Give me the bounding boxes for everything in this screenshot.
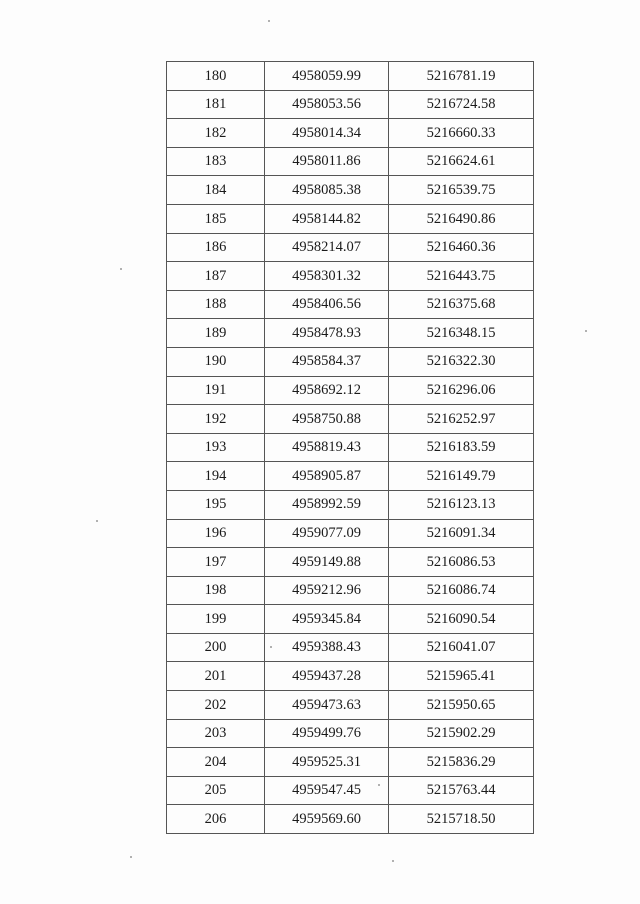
y-coordinate-cell: 5216781.19 bbox=[389, 62, 534, 91]
point-number-cell: 203 bbox=[167, 719, 265, 748]
x-coordinate-cell: 4958905.87 bbox=[265, 462, 389, 491]
x-coordinate-cell: 4958301.32 bbox=[265, 262, 389, 291]
point-number-cell: 189 bbox=[167, 319, 265, 348]
table-row bbox=[167, 662, 534, 691]
scan-speck bbox=[585, 330, 587, 332]
x-coordinate-cell: 4959473.63 bbox=[265, 691, 389, 720]
point-number-cell: 187 bbox=[167, 262, 265, 291]
coordinate-table bbox=[166, 61, 534, 834]
x-coordinate-cell: 4958053.56 bbox=[265, 90, 389, 119]
x-coordinate-cell: 4958692.12 bbox=[265, 376, 389, 405]
y-coordinate-cell: 5216660.33 bbox=[389, 119, 534, 148]
x-coordinate-cell: 4958478.93 bbox=[265, 319, 389, 348]
table-row bbox=[167, 633, 534, 662]
y-coordinate-cell: 5216149.79 bbox=[389, 462, 534, 491]
table-row bbox=[167, 176, 534, 205]
point-number-cell: 201 bbox=[167, 662, 265, 691]
point-number-cell: 202 bbox=[167, 691, 265, 720]
y-coordinate-cell: 5216375.68 bbox=[389, 290, 534, 319]
x-coordinate-cell: 4958584.37 bbox=[265, 347, 389, 376]
table-row bbox=[167, 90, 534, 119]
y-coordinate-cell: 5216041.07 bbox=[389, 633, 534, 662]
x-coordinate-cell: 4958750.88 bbox=[265, 405, 389, 434]
y-coordinate-cell: 5216724.58 bbox=[389, 90, 534, 119]
x-coordinate-cell: 4959345.84 bbox=[265, 605, 389, 634]
scan-speck bbox=[96, 520, 98, 522]
point-number-cell: 191 bbox=[167, 376, 265, 405]
table-row bbox=[167, 605, 534, 634]
x-coordinate-cell: 4959499.76 bbox=[265, 719, 389, 748]
x-coordinate-cell: 4959212.96 bbox=[265, 576, 389, 605]
y-coordinate-cell: 5216348.15 bbox=[389, 319, 534, 348]
y-coordinate-cell: 5216183.59 bbox=[389, 433, 534, 462]
x-coordinate-cell: 4959149.88 bbox=[265, 548, 389, 577]
point-number-cell: 183 bbox=[167, 147, 265, 176]
point-number-cell: 193 bbox=[167, 433, 265, 462]
table-row bbox=[167, 691, 534, 720]
x-coordinate-cell: 4959547.45 bbox=[265, 776, 389, 805]
x-coordinate-cell: 4958085.38 bbox=[265, 176, 389, 205]
y-coordinate-cell: 5216296.06 bbox=[389, 376, 534, 405]
y-coordinate-cell: 5215965.41 bbox=[389, 662, 534, 691]
table-row bbox=[167, 262, 534, 291]
y-coordinate-cell: 5216490.86 bbox=[389, 204, 534, 233]
y-coordinate-cell: 5216624.61 bbox=[389, 147, 534, 176]
x-coordinate-cell: 4958819.43 bbox=[265, 433, 389, 462]
table-row bbox=[167, 376, 534, 405]
point-number-cell: 205 bbox=[167, 776, 265, 805]
table-row bbox=[167, 519, 534, 548]
point-number-cell: 184 bbox=[167, 176, 265, 205]
point-number-cell: 200 bbox=[167, 633, 265, 662]
x-coordinate-cell: 4958144.82 bbox=[265, 204, 389, 233]
y-coordinate-cell: 5216322.30 bbox=[389, 347, 534, 376]
point-number-cell: 197 bbox=[167, 548, 265, 577]
point-number-cell: 182 bbox=[167, 119, 265, 148]
table-row bbox=[167, 119, 534, 148]
y-coordinate-cell: 5215718.50 bbox=[389, 805, 534, 834]
table-row bbox=[167, 233, 534, 262]
point-number-cell: 198 bbox=[167, 576, 265, 605]
table-row bbox=[167, 462, 534, 491]
table-row bbox=[167, 748, 534, 777]
point-number-cell: 194 bbox=[167, 462, 265, 491]
scan-speck bbox=[120, 268, 122, 270]
y-coordinate-cell: 5215902.29 bbox=[389, 719, 534, 748]
point-number-cell: 181 bbox=[167, 90, 265, 119]
y-coordinate-cell: 5215763.44 bbox=[389, 776, 534, 805]
scan-speck bbox=[268, 20, 270, 22]
x-coordinate-cell: 4959569.60 bbox=[265, 805, 389, 834]
x-coordinate-cell: 4959525.31 bbox=[265, 748, 389, 777]
table-row bbox=[167, 719, 534, 748]
table-row bbox=[167, 548, 534, 577]
point-number-cell: 192 bbox=[167, 405, 265, 434]
x-coordinate-cell: 4958406.56 bbox=[265, 290, 389, 319]
table-row bbox=[167, 490, 534, 519]
y-coordinate-cell: 5216086.74 bbox=[389, 576, 534, 605]
table-row bbox=[167, 405, 534, 434]
point-number-cell: 199 bbox=[167, 605, 265, 634]
point-number-cell: 186 bbox=[167, 233, 265, 262]
scan-speck bbox=[270, 646, 272, 648]
y-coordinate-cell: 5216539.75 bbox=[389, 176, 534, 205]
x-coordinate-cell: 4958059.99 bbox=[265, 62, 389, 91]
table-row bbox=[167, 776, 534, 805]
point-number-cell: 206 bbox=[167, 805, 265, 834]
table-row bbox=[167, 319, 534, 348]
point-number-cell: 204 bbox=[167, 748, 265, 777]
y-coordinate-cell: 5215950.65 bbox=[389, 691, 534, 720]
table-row bbox=[167, 433, 534, 462]
x-coordinate-cell: 4958014.34 bbox=[265, 119, 389, 148]
x-coordinate-cell: 4959437.28 bbox=[265, 662, 389, 691]
scan-speck bbox=[392, 860, 394, 862]
y-coordinate-cell: 5216460.36 bbox=[389, 233, 534, 262]
x-coordinate-cell: 4959388.43 bbox=[265, 633, 389, 662]
y-coordinate-cell: 5216443.75 bbox=[389, 262, 534, 291]
table-row bbox=[167, 576, 534, 605]
x-coordinate-cell: 4958011.86 bbox=[265, 147, 389, 176]
y-coordinate-cell: 5216086.53 bbox=[389, 548, 534, 577]
y-coordinate-cell: 5216123.13 bbox=[389, 490, 534, 519]
point-number-cell: 188 bbox=[167, 290, 265, 319]
table-row bbox=[167, 147, 534, 176]
table-row bbox=[167, 805, 534, 834]
scan-speck bbox=[378, 784, 380, 786]
scan-speck bbox=[130, 856, 132, 858]
point-number-cell: 185 bbox=[167, 204, 265, 233]
coordinate-table-body bbox=[167, 62, 534, 834]
point-number-cell: 180 bbox=[167, 62, 265, 91]
point-number-cell: 195 bbox=[167, 490, 265, 519]
point-number-cell: 196 bbox=[167, 519, 265, 548]
point-number-cell: 190 bbox=[167, 347, 265, 376]
y-coordinate-cell: 5216252.97 bbox=[389, 405, 534, 434]
y-coordinate-cell: 5215836.29 bbox=[389, 748, 534, 777]
x-coordinate-cell: 4958992.59 bbox=[265, 490, 389, 519]
table-row bbox=[167, 204, 534, 233]
table-row bbox=[167, 347, 534, 376]
y-coordinate-cell: 5216090.54 bbox=[389, 605, 534, 634]
x-coordinate-cell: 4959077.09 bbox=[265, 519, 389, 548]
table-row bbox=[167, 290, 534, 319]
x-coordinate-cell: 4958214.07 bbox=[265, 233, 389, 262]
table-row bbox=[167, 62, 534, 91]
y-coordinate-cell: 5216091.34 bbox=[389, 519, 534, 548]
